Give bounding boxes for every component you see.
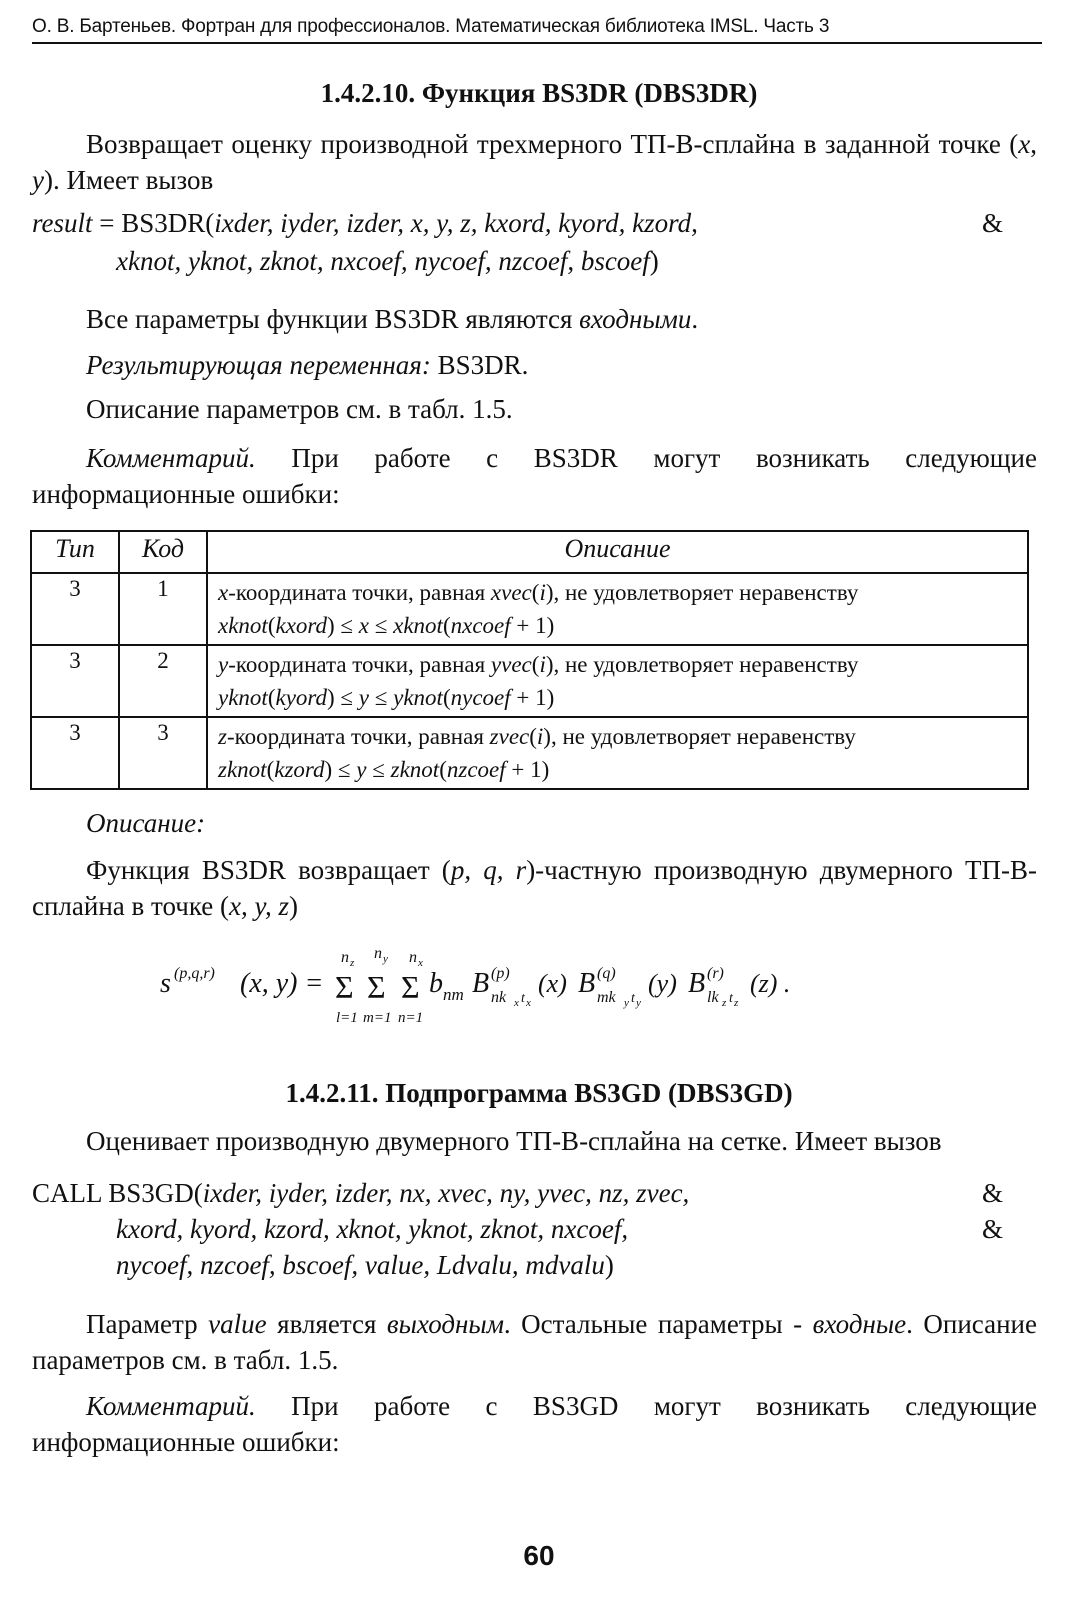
param-paragraph: Параметр value является выходным. Остальные параметры - входные. Описание параметров см. в табл. 1.5. <box>32 1309 1037 1375</box>
sum3-top-sub: x <box>418 957 423 969</box>
cell-description: z-координата точки, равная zvec(i), не удовлетворяет неравенству zknot(kzord) ≤ y ≤ zknot(nzcoef + 1) <box>207 717 1028 789</box>
call2-line-1: CALL BS3GD(ixder, iyder, izder, nx, xvec, ny, yvec, nz, zvec, <box>32 1178 690 1208</box>
cell-description: x-координата точки, равная xvec(i), не удовлетворяет неравенству xknot(kxord) ≤ x ≤ xknot(nxcoef + 1) <box>207 573 1028 645</box>
basis-3: B <box>688 968 706 999</box>
sum2-top: n <box>374 945 382 962</box>
params-reference: Описание параметров см. в табл. 1.5. <box>86 394 513 424</box>
table-row <box>31 573 1028 645</box>
basis-2-sub3: t <box>631 991 635 1006</box>
call-line-2: xknot, yknot, zknot, nxcoef, nycoef, nzcoef, bscoef) <box>116 246 659 276</box>
result-variable: Результирующая переменная: BS3DR. <box>86 350 529 380</box>
formula-sup: (p,q,r) <box>174 965 215 982</box>
sum3-sigma: Σ <box>401 969 420 1005</box>
sum1-top-sub: z <box>350 957 355 969</box>
header-code: Код <box>119 531 207 573</box>
section-heading-bs3dr: 1.4.2.10. Функция BS3DR (DBS3DR) <box>320 78 758 108</box>
continuation-mark: & <box>982 208 1004 238</box>
page-number: 60 <box>523 1540 555 1571</box>
basis-3-sub: lk <box>707 989 719 1006</box>
cell-code: 1 <box>119 573 207 645</box>
derivative-formula <box>160 940 920 1030</box>
description-paragraph: Функция BS3DR возвращает (p, q, r)-частную производную двумерного ТП-В-сплайна в точке (x, y, z) <box>32 855 1037 921</box>
formula-b-sub: nm <box>443 985 464 1004</box>
basis-3-arg: (z) . <box>750 969 791 998</box>
sum3-bottom: n=1 <box>398 1010 424 1026</box>
cell-type: 3 <box>31 717 119 789</box>
comment-paragraph-2: Комментарий. При работе с BS3GD могут возникать следующие информационные ошибки: <box>32 1391 1037 1457</box>
params-note: Все параметры функции BS3DR являются входными. <box>86 304 699 334</box>
basis-3-sub4: z <box>734 997 739 1009</box>
call2-line-3: nycoef, nzcoef, bscoef, value, Ldvalu, mdvalu) <box>116 1250 614 1280</box>
intro-paragraph-2: Оценивает производную двумерного ТП-В-сплайна на сетке. Имеет вызов <box>86 1126 942 1156</box>
cell-description: y-координата точки, равная yvec(i), не удовлетворяет неравенству yknot(kyord) ≤ y ≤ yknot(nycoef + 1) <box>207 645 1028 717</box>
call2-line-2: kxord, kyord, kzord, xknot, yknot, zknot, nxcoef, <box>116 1214 629 1244</box>
basis-1-sub4: x <box>526 997 531 1009</box>
basis-3-sub2: z <box>722 997 727 1009</box>
basis-1-sub3: t <box>521 991 525 1006</box>
basis-3-sub3: t <box>729 991 733 1006</box>
basis-2-sup: (q) <box>597 965 616 982</box>
continuation-mark: & <box>982 1214 1004 1244</box>
basis-2-sub: mk <box>597 989 616 1006</box>
call-line-1: result = BS3DR(ixder, iyder, izder, x, y, z, kxord, kyord, kzord, <box>32 208 698 238</box>
basis-2: B <box>578 968 596 999</box>
table-row <box>31 645 1028 717</box>
continuation-mark: & <box>982 1178 1004 1208</box>
basis-1-arg: (x) <box>538 969 567 998</box>
error-table <box>30 530 1029 790</box>
table-header-row <box>31 531 1028 573</box>
basis-1: B <box>472 968 490 999</box>
header-type: Тип <box>31 531 119 573</box>
formula-b: b <box>429 968 443 999</box>
cell-code: 3 <box>119 717 207 789</box>
basis-1-sub2: x <box>514 997 519 1009</box>
sum2-top-sub: y <box>383 953 388 965</box>
basis-1-sub: nk <box>491 989 507 1006</box>
sum2-bottom: m=1 <box>363 1010 392 1026</box>
cell-type: 3 <box>31 573 119 645</box>
basis-2-sub2: y <box>624 997 629 1009</box>
table-row <box>31 717 1028 789</box>
comment-paragraph: Комментарий. При работе с BS3DR могут возникать следующие информационные ошибки: <box>32 443 1037 509</box>
cell-type: 3 <box>31 645 119 717</box>
basis-3-sup: (r) <box>707 965 724 982</box>
sum1-sigma: Σ <box>335 969 354 1005</box>
sum1-top: n <box>341 949 349 966</box>
running-header: О. В. Бартеньев. Фортран для профессионалов. Математическая библиотека IMSL. Часть 3 <box>32 16 1042 44</box>
basis-1-sup: (p) <box>491 965 510 982</box>
sum2-sigma: Σ <box>367 969 386 1005</box>
basis-2-arg: (y) <box>648 969 677 998</box>
cell-code: 2 <box>119 645 207 717</box>
section-heading-bs3gd: 1.4.2.11. Подпрограмма BS3GD (DBS3GD) <box>285 1078 793 1108</box>
header-description: Описание <box>207 531 1028 573</box>
sum3-top: n <box>409 949 417 966</box>
description-label: Описание: <box>86 808 206 838</box>
basis-2-sub4: y <box>636 997 641 1009</box>
intro-paragraph: Возвращает оценку производной трехмерного ТП-В-сплайна в заданной точке (x, y). Имеет вызов <box>32 129 1037 195</box>
formula-s: s <box>160 968 171 999</box>
formula-args: (x, y) = <box>240 968 324 999</box>
sum1-bottom: l=1 <box>336 1010 358 1026</box>
